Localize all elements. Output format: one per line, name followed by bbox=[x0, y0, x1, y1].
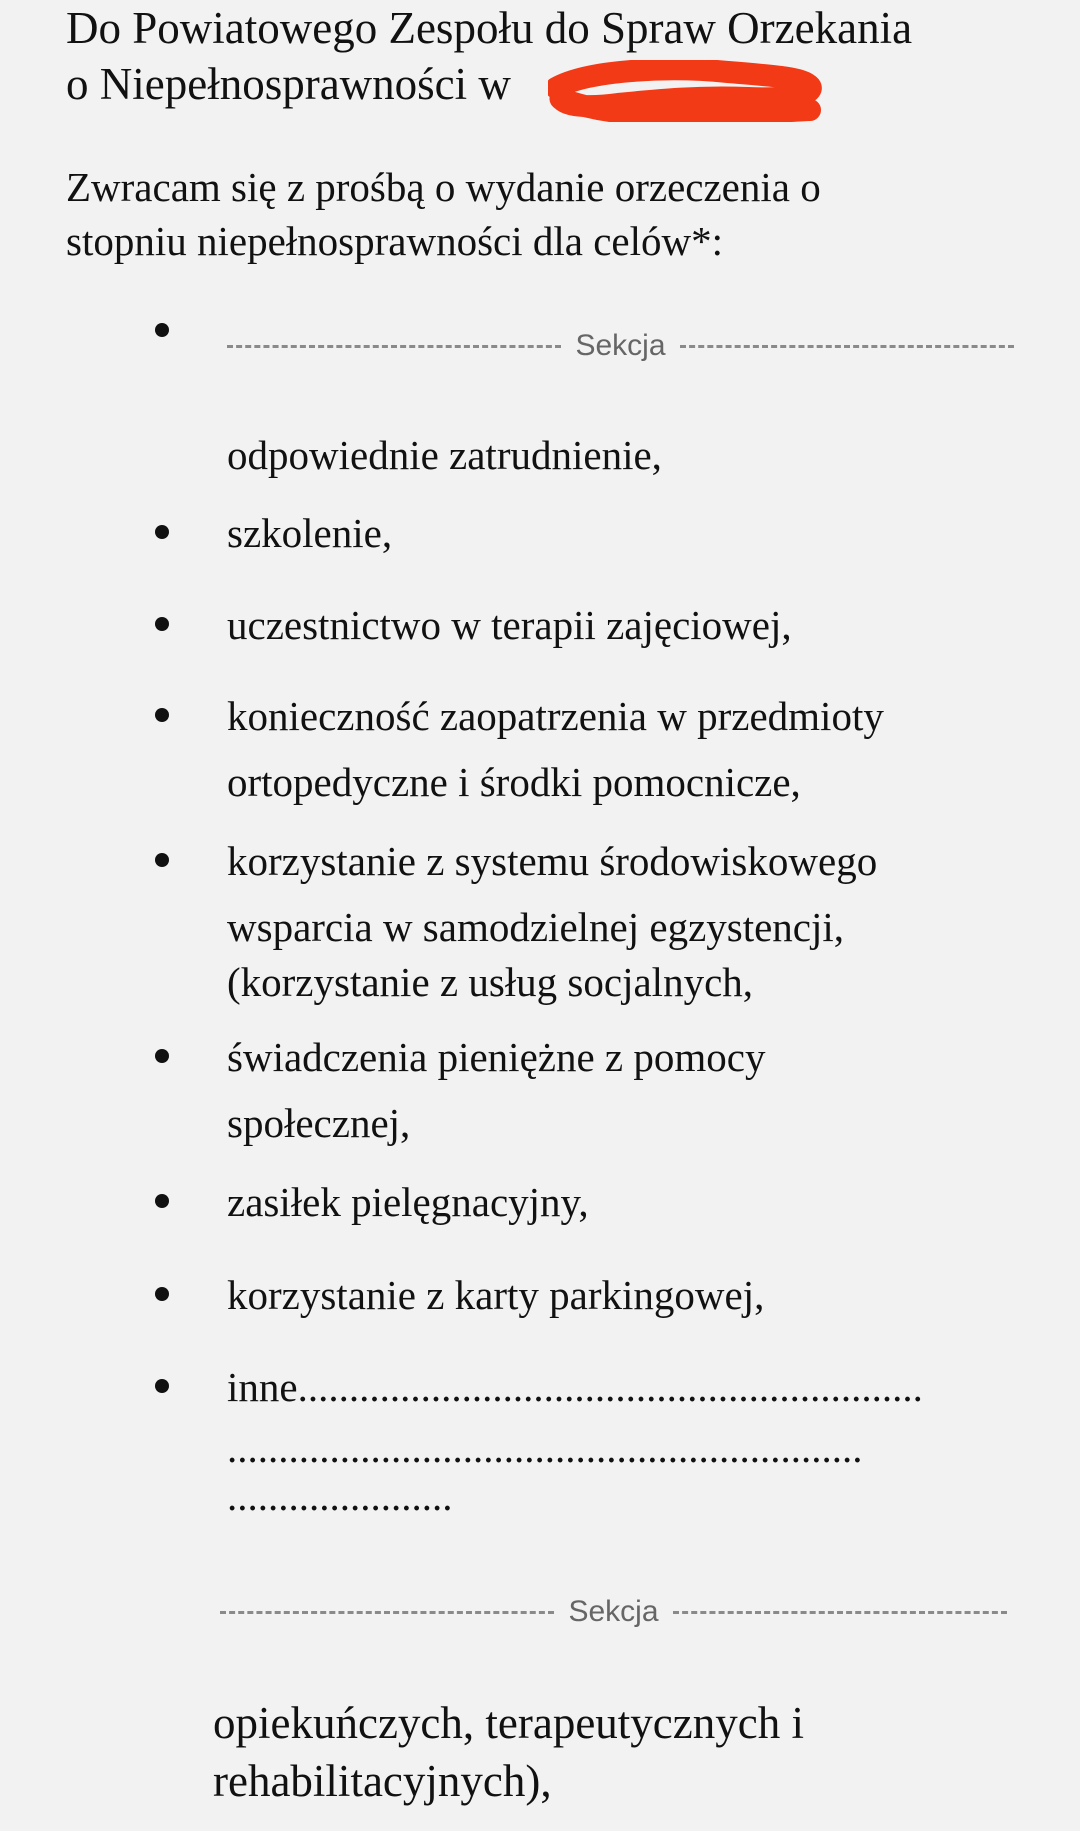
bullet-dot bbox=[155, 1379, 169, 1393]
list-item-text: uczestnictwo w terapii zajęciowej, bbox=[227, 602, 792, 648]
request-intro bbox=[66, 160, 1026, 268]
list-item-text: zasiłek pielęgnacyjny, bbox=[227, 1179, 589, 1225]
separator-dash-left bbox=[220, 1611, 554, 1614]
addressee-line-1: Do Powiatowego Zespołu do Spraw Orzekania bbox=[66, 3, 913, 53]
section-separator bbox=[220, 1592, 1007, 1632]
addressee-line-2: o Niepełnosprawności w bbox=[66, 59, 511, 109]
list-item-text: odpowiednie zatrudnienie, bbox=[227, 432, 662, 478]
separator-dash-right bbox=[673, 1611, 1007, 1614]
list-item-text: świadczenia pieniężne z pomocy bbox=[227, 1034, 766, 1080]
continued-line-2: rehabilitacyjnych), bbox=[213, 1756, 552, 1806]
bullet-dot bbox=[155, 708, 169, 722]
list-item bbox=[227, 500, 1027, 566]
addressee-heading bbox=[66, 0, 1026, 112]
list-item-other bbox=[227, 1354, 1027, 1524]
other-fill-line-1: inne............................................................. bbox=[227, 1364, 923, 1410]
list-item bbox=[227, 1169, 1027, 1235]
list-item bbox=[227, 828, 1027, 1008]
bullet-dot bbox=[155, 1287, 169, 1301]
section-separator bbox=[227, 326, 1014, 366]
separator-dash-right bbox=[680, 345, 1014, 348]
bullet-dot bbox=[155, 1049, 169, 1063]
bullet-dot bbox=[155, 617, 169, 631]
redaction-stroke bbox=[556, 69, 811, 115]
list-item bbox=[227, 592, 1027, 658]
continued-text bbox=[213, 1694, 1033, 1810]
bullet-dot bbox=[155, 525, 169, 539]
bullet-dot bbox=[155, 853, 169, 867]
list-item-text: korzystanie z karty parkingowej, bbox=[227, 1272, 765, 1318]
list-item-text: (korzystanie z usług socjalnych, bbox=[227, 959, 754, 1005]
separator-dash-left bbox=[227, 345, 561, 348]
list-item-text: korzystanie z systemu środowiskowego bbox=[227, 838, 878, 884]
intro-line-2: stopniu niepełnosprawności dla celów*: bbox=[66, 218, 724, 264]
other-fill-line-2: .............................................................. bbox=[227, 1425, 863, 1471]
list-item-text: wsparcia w samodzielnej egzystencji, bbox=[227, 904, 845, 950]
intro-line-1: Zwracam się z prośbą o wydanie orzeczenia o bbox=[66, 164, 821, 210]
bullet-dot bbox=[155, 1194, 169, 1208]
bullet-dot bbox=[155, 323, 169, 337]
continued-line-1: opiekuńczych, terapeutycznych i bbox=[213, 1698, 804, 1748]
list-item-text: szkolenie, bbox=[227, 510, 393, 556]
section-label: Sekcja bbox=[568, 1595, 659, 1628]
list-item bbox=[227, 1262, 1027, 1328]
list-item-text: ortopedyczne i środki pomocnicze, bbox=[227, 759, 801, 805]
other-fill-line-3: ...................... bbox=[227, 1473, 453, 1519]
list-item bbox=[227, 1024, 1027, 1156]
section-label: Sekcja bbox=[575, 329, 666, 362]
list-item-text: konieczność zaopatrzenia w przedmioty bbox=[227, 693, 884, 739]
redaction-scribble bbox=[548, 60, 823, 122]
list-item bbox=[227, 683, 1027, 815]
list-item bbox=[227, 422, 1027, 488]
list-item-text: społecznej, bbox=[227, 1100, 411, 1146]
